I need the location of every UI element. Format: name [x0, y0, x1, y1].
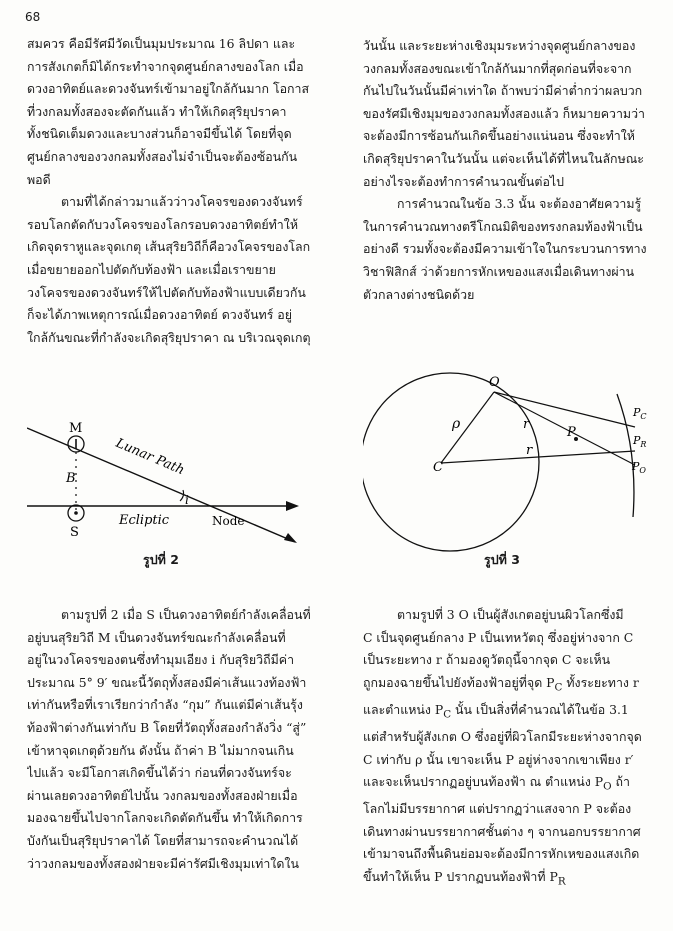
label-r-prime: r [523, 417, 530, 432]
page-number: 68 [25, 10, 41, 24]
text-line [363, 604, 673, 627]
text-line: เท่ากันหรือที่เราเรียกว่ากำลัง “กุม” กันแต่มีค่าเส้นรุ้ง [27, 697, 303, 713]
text-line: ประมาณ 5° 9′ ขณะนี้วัตถุทั้งสองมีค่าเส้นแวงท้องฟ้า [27, 674, 307, 690]
text-line: การสังเกตก็มิได้กระทำจากจุดศูนย์กลางของโลก เมื่อ [27, 58, 304, 74]
line-o-to-pc [494, 392, 635, 427]
label-b: B [66, 471, 76, 486]
text-line: มองฉายขึ้นไปจากโลกจะเกิดตัดกันขึ้น ทำให้เกิดการ [27, 810, 303, 826]
figure-3-diagram [363, 372, 673, 552]
text-line: ศูนย์กลางของวงกลมทั้งสองไม่จำเป็นจะต้องซ้อนกัน [27, 148, 298, 164]
celestial-sphere-arc [617, 394, 634, 517]
text-segment: และจะเห็นปรากฏอยู่บนท้องฟ้า ณ ตำแหน่ง P [363, 774, 604, 790]
text-segment: โลกไม่มีบรรยากาศ แต่ปรากฏว่าแสงจาก P จะต้อง [363, 801, 632, 817]
label-pc: $P_C$ [633, 406, 647, 421]
text-line [363, 749, 673, 772]
lunar-path-arrowhead [284, 533, 297, 543]
text-segment: เข้ามาจนถึงพื้นดินย่อมจะต้องมีการหักเหของแสงเกิด [363, 846, 640, 862]
text-segment: ถ้า [611, 774, 630, 790]
text-line [363, 649, 673, 672]
text-segment: ถูกมองฉายขึ้นไปยังท้องฟ้าอยู่ที่จุด P [363, 674, 555, 690]
text-segment: เดินทางผ่านบรรยากาศชั้นต่าง ๆ จากนอกบรรยากาศ [363, 823, 641, 839]
text-line: วิชาฟิสิกส์ ว่าด้วยการหักเหของแสงเมื่อเดินทางผ่าน [363, 263, 635, 279]
text-line: ผ่านเลยดวงอาทิตย์ไปนั้น วงกลมของทั้งสองฝ่ายเมื่อ [27, 787, 298, 803]
figure-2-caption: รูปที่ 2 [143, 552, 179, 567]
subscript: C [554, 681, 563, 694]
text-segment: นั้น เป็นสิ่งที่คำนวณได้ในข้อ 3.1 [451, 701, 629, 717]
text-line: วงกลมทั้งสองขณะเข้าใกล้กันมากที่สุดก่อนที่จะจาก [363, 60, 632, 76]
label-pr: $P_R$ [633, 434, 647, 449]
label-ecliptic: Ecliptic [119, 513, 170, 528]
text-line: เกิดจุดราหูและจุดเกตุ เส้นสุริยวิถีก็คือวงโคจรของโลก [27, 239, 311, 255]
text-line: อยู่ในวงโคจรของตนซึ่งทำมุมเอียง i กับสุริยวิถีมีค่า [27, 652, 295, 668]
text-line [363, 771, 673, 798]
right-column-top-text [363, 35, 673, 306]
label-m: M [69, 421, 83, 436]
label-s: S [70, 525, 79, 540]
text-line: อยู่บนสุริยวิถี M เป็นดวงจันทร์ขณะกำลังเคลื่อนที่ [27, 629, 286, 645]
text-segment: C เป็นจุดศูนย์กลาง P เป็นเทหวัตถุ ซึ่งอยู่ห่างจาก C [363, 629, 634, 645]
label-rho: ρ [452, 416, 461, 432]
text-line: ตัวกลางต่างชนิดด้วย [363, 286, 475, 302]
right-column-bottom-text [363, 604, 673, 893]
subscript: R [557, 875, 566, 888]
left-column-top-text [27, 33, 339, 349]
left-column-bottom-text [27, 604, 339, 875]
ecliptic-arrowhead [286, 501, 299, 511]
inclination-angle-arc [180, 490, 184, 501]
text-line: ในการคำนวณทางตรีโกณมิติของทรงกลมท้องฟ้าเป็น [363, 218, 643, 234]
text-line [363, 866, 673, 893]
text-line: ตามรูปที่ 2 เมื่อ S เป็นดวงอาทิตย์กำลังเคลื่อนที่ [61, 607, 311, 622]
line-o-to-p-extended [494, 392, 635, 465]
text-line: ดวงอาทิตย์และดวงจันทร์เข้ามาอยู่ใกล้กันมาก โอกาส [27, 81, 310, 97]
text-line: กันไปในวันนั้นมีค่าเท่าใด ถ้าพบว่ามีค่าต่ำกว่าผลบวก [363, 83, 643, 99]
text-line: ของรัศมีเชิงมุมของวงกลมทั้งสองแล้ว ก็หมายความว่า [363, 105, 646, 121]
text-line: พอดี [27, 171, 51, 187]
subscript: O [603, 780, 612, 793]
text-line: ทั้งชนิดเต็มดวงและบางส่วนก็อาจมีขึ้นได้ โดยที่จุด [27, 126, 292, 142]
text-segment: และตำแหน่ง P [363, 701, 444, 717]
text-line: ที่วงกลมทั้งสองจะตัดกันแล้ว ทำให้เกิดสุริยุปราคา [27, 103, 287, 119]
text-segment: C เท่ากับ ρ นั้น เขาจะเห็น P อยู่ห่างจากเขาเพียง r′ [363, 751, 634, 767]
label-po: $P_O$ [632, 460, 646, 475]
text-line: ตามที่ได้กล่าวมาแล้วว่าวงโคจรของดวงจันทร์ [61, 194, 303, 210]
text-line: ก็จะได้ภาพเหตุการณ์เมื่อดวงอาทิตย์ ดวงจันทร์ อยู่ [27, 307, 293, 323]
text-line: รอบโลกตัดกับวงโคจรของโลกรอบดวงอาทิตย์ทำให้ [27, 216, 298, 232]
text-line: ใกล้กันขณะที่กำลังจะเกิดสุริยุปราคา ณ บริเวณจุดเกตุ [27, 329, 311, 345]
text-line: วงโคจรของดวงจันทร์ให้ไปตัดกับท้องฟ้าแบบเดียวกัน [27, 284, 306, 300]
text-line [363, 699, 673, 726]
label-lunar-path: Lunar Path [113, 435, 187, 479]
text-line: ท้องฟ้าต่างกันเท่ากับ B โดยที่วัตถุทั้งสองกำลังวิ่ง “สู่” [27, 719, 307, 735]
text-line [363, 672, 673, 699]
label-c: C [433, 460, 443, 475]
text-segment: ทั้งระยะทาง r [562, 674, 639, 690]
text-segment: ขึ้นทำให้เห็น P ปรากฏบนท้องฟ้าที่ P [363, 868, 558, 884]
text-segment: ตามรูปที่ 3 O เป็นผู้สังเกตอยู่บนผิวโลกซึ่งมี [397, 607, 624, 622]
text-line: ไปแล้ว จะมีโอกาสเกิดขึ้นได้ว่า ก่อนที่ดวงจันทร์จะ [27, 765, 292, 781]
text-segment: เป็นระยะทาง r ถ้ามองดูวัตถุนี้จากจุด C จะเห็น [363, 652, 611, 668]
text-line: สมควร คือมีรัศมีวัดเป็นมุมประมาณ 16 ลิปดา และ [27, 36, 296, 51]
label-inclination-i: i [185, 493, 189, 507]
text-line: วันนั้น และระยะห่างเชิงมุมระหว่างจุดศูนย์กลางของ [363, 38, 636, 53]
text-line [363, 843, 673, 866]
label-r: r [526, 443, 533, 458]
text-line: อย่างดี รวมทั้งจะต้องมีความเข้าใจในกระบวนการทาง [363, 241, 647, 257]
radius-rho-line [441, 392, 494, 463]
subscript: C [443, 708, 452, 721]
text-line [363, 627, 673, 650]
figure-2-diagram [27, 412, 339, 552]
label-o: O [489, 375, 500, 390]
text-line: จะต้องมีการซ้อนกันเกิดขึ้นอย่างแน่นอน ซึ่งจะทำให้ [363, 128, 635, 144]
text-line: บังกันเป็นสุริยุปราคาได้ โดยที่สามารถจะคำนวณได้ [27, 832, 299, 848]
label-node: Node [212, 514, 245, 528]
text-line: การคำนวณในข้อ 3.3 นั้น จะต้องอาศัยความรู้ [397, 196, 642, 212]
text-line: อย่างไรจะต้องทำการคำนวณขั้นต่อไป [363, 173, 564, 189]
text-line: เกิดสุริยุปราคาในวันนั้น แต่จะเห็นได้ที่ไหนในลักษณะ [363, 150, 644, 166]
text-line: เมื่อขยายออกไปตัดกับท้องฟ้า และเมื่อเราขยาย [27, 261, 276, 277]
text-line [363, 798, 673, 821]
text-line [363, 821, 673, 844]
text-line: ว่าวงกลมของทั้งสองฝ่ายจะมีค่ารัศมีเชิงมุมเท่าใดใน [27, 855, 299, 871]
label-p: P [567, 425, 576, 440]
text-line [363, 726, 673, 749]
figure-3-caption: รูปที่ 3 [484, 552, 520, 567]
text-line: เข้าหาจุดเกตุด้วยกัน ดังนั้น ถ้าค่า B ไม่มากจนเกิน [27, 742, 294, 758]
text-segment: แต่สำหรับผู้สังเกต O ซึ่งอยู่ที่ผิวโลกมีระยะห่างจากจุด [363, 728, 642, 744]
